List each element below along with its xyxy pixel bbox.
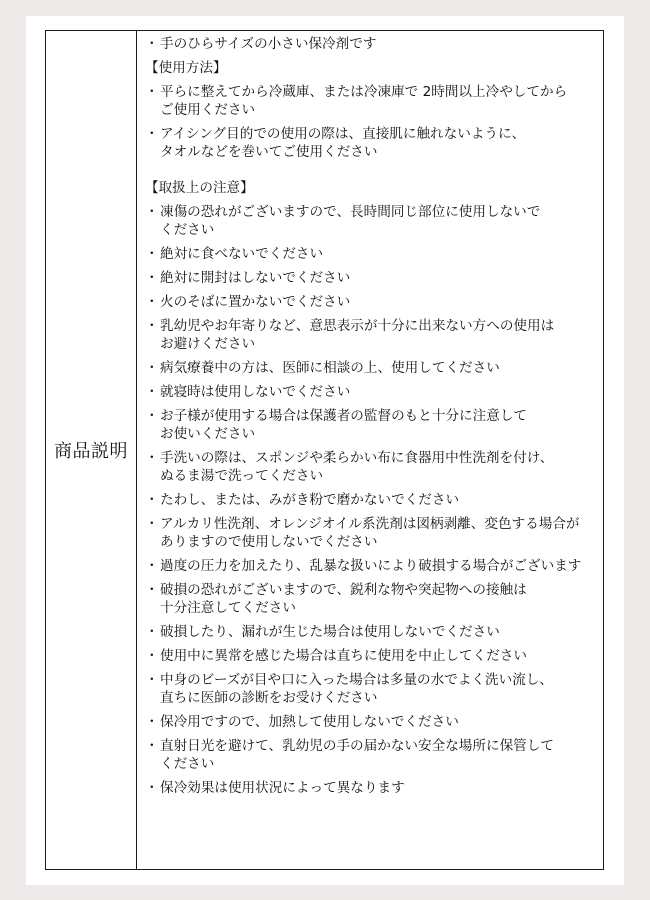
bullet: ・ xyxy=(145,450,159,466)
caution-text xyxy=(160,203,540,239)
caution-text xyxy=(160,359,500,377)
caution-line: 過度の圧力を加えたり、乱暴な扱いにより破損する場合がございます xyxy=(160,558,582,574)
caution-text xyxy=(160,557,581,575)
caution-item xyxy=(145,647,599,665)
caution-item xyxy=(145,359,599,377)
bullet: ・ xyxy=(145,492,159,508)
document-sheet xyxy=(26,16,624,885)
caution-item xyxy=(145,449,599,485)
usage-line: ご使用ください xyxy=(160,102,256,118)
caution-line: アルカリ性洗剤、オレンジオイル系洗剤は図柄剥離、変色する場合が xyxy=(160,516,580,532)
caution-item xyxy=(145,407,599,443)
caution-item xyxy=(145,245,599,263)
caution-text xyxy=(160,383,350,401)
caution-line: 絶対に食べないでください xyxy=(160,246,324,262)
caution-line: お使いください xyxy=(160,426,256,442)
bullet: ・ xyxy=(145,204,159,220)
usage-line: 平らに整えてから冷蔵庫、または冷凍庫で 2時間以上冷やしてから xyxy=(160,84,568,100)
bullet: ・ xyxy=(145,714,159,730)
caution-line: 病気療養中の方は、医師に相談の上、使用してください xyxy=(160,360,500,376)
bullet: ・ xyxy=(145,360,159,376)
bullet: ・ xyxy=(145,270,159,286)
caution-line: 破損の恐れがございますので、鋭利な物や突起物への接触は xyxy=(160,582,527,598)
bullet: ・ xyxy=(145,672,159,688)
bullet: ・ xyxy=(145,126,159,142)
usage-text xyxy=(160,125,525,161)
description-content xyxy=(137,31,603,869)
usage-heading: 【使用方法】 xyxy=(145,60,227,76)
bullet: ・ xyxy=(145,648,159,664)
caution-item xyxy=(145,203,599,239)
caution-text xyxy=(160,779,405,797)
usage-line: タオルなどを巻いてご使用ください xyxy=(160,144,378,160)
bullet: ・ xyxy=(145,318,159,334)
caution-line: ありますので使用しないでください xyxy=(160,534,378,550)
bullet: ・ xyxy=(145,558,159,574)
caution-line: 直ちに医師の診断をお受けください xyxy=(160,690,378,706)
caution-text xyxy=(160,737,554,773)
caution-item xyxy=(145,623,599,641)
caution-line: 乳幼児やお年寄りなど、意思表示が十分に出来ない方への使用は xyxy=(160,318,555,334)
caution-item xyxy=(145,581,599,617)
caution-line: 十分注意してください xyxy=(160,600,296,616)
bullet: ・ xyxy=(145,36,159,52)
caution-line: お子様が使用する場合は保護者の監督のもと十分に注意して xyxy=(160,408,528,424)
bullet: ・ xyxy=(145,246,159,262)
caution-line: 就寝時は使用しないでください xyxy=(160,384,351,400)
caution-text xyxy=(160,671,553,707)
usage-line: アイシング目的での使用の際は、直接肌に触れないように、 xyxy=(160,126,526,142)
caution-item xyxy=(145,383,599,401)
bullet: ・ xyxy=(145,516,159,532)
usage-list xyxy=(145,83,599,161)
product-description-table xyxy=(45,30,604,870)
caution-text xyxy=(160,623,500,641)
caution-item xyxy=(145,779,599,797)
caution-text xyxy=(160,581,527,617)
usage-item xyxy=(145,83,599,119)
usage-item xyxy=(145,125,599,161)
cautions-heading: 【取扱上の注意】 xyxy=(145,180,254,196)
caution-line: ください xyxy=(160,222,215,238)
caution-line: ぬるま湯で洗ってください xyxy=(160,468,324,484)
caution-line: 保冷用ですので、加熱して使用しないでください xyxy=(160,714,459,730)
caution-line: 直射日光を避けて、乳幼児の手の届かない安全な場所に保管して xyxy=(160,738,554,754)
caution-line: 使用中に異常を感じた場合は直ちに使用を中止してください xyxy=(160,648,528,664)
caution-line: ください xyxy=(160,756,215,772)
bullet: ・ xyxy=(145,582,159,598)
caution-line: 凍傷の恐れがございますので、長時間同じ部位に使用しないで xyxy=(160,204,541,220)
caution-text xyxy=(160,647,527,665)
caution-line: 火のそばに置かないでください xyxy=(160,294,351,310)
caution-item xyxy=(145,293,599,311)
caution-line: 手洗いの際は、スポンジや柔らかい布に食器用中性洗剤を付け、 xyxy=(160,450,554,466)
caution-line: たわし、または、みがき粉で磨かないでください xyxy=(160,492,460,508)
caution-text xyxy=(160,293,350,311)
caution-text xyxy=(160,317,554,353)
caution-line: 絶対に開封はしないでください xyxy=(160,270,351,286)
bullet: ・ xyxy=(145,408,159,424)
caution-list xyxy=(145,203,599,797)
row-label: 商品説明 xyxy=(46,31,137,869)
caution-text xyxy=(160,269,350,287)
caution-line: 破損したり、漏れが生じた場合は使用しないでください xyxy=(160,624,500,640)
bullet: ・ xyxy=(145,780,159,796)
bullet: ・ xyxy=(145,84,159,100)
caution-item xyxy=(145,671,599,707)
caution-text xyxy=(160,713,459,731)
caution-item xyxy=(145,557,599,575)
caution-line: 保冷効果は使用状況によって異なります xyxy=(160,780,405,796)
bullet: ・ xyxy=(145,294,159,310)
caution-text xyxy=(160,491,459,509)
caution-item xyxy=(145,713,599,731)
caution-text xyxy=(160,245,323,263)
caution-item xyxy=(145,317,599,353)
caution-item xyxy=(145,737,599,773)
bullet: ・ xyxy=(145,624,159,640)
caution-line: お避けください xyxy=(160,336,256,352)
bullet: ・ xyxy=(145,384,159,400)
usage-text xyxy=(160,83,567,119)
caution-text xyxy=(160,449,553,485)
caution-item xyxy=(145,269,599,287)
caution-text xyxy=(160,407,527,443)
intro-text: 手のひらサイズの小さい保冷剤です xyxy=(160,36,377,52)
caution-item xyxy=(145,491,599,509)
bullet: ・ xyxy=(145,738,159,754)
intro-item xyxy=(145,35,599,53)
caution-item xyxy=(145,515,599,551)
caution-text xyxy=(160,515,580,551)
caution-line: 中身のビーズが目や口に入った場合は多量の水でよく洗い流し、 xyxy=(160,672,553,688)
